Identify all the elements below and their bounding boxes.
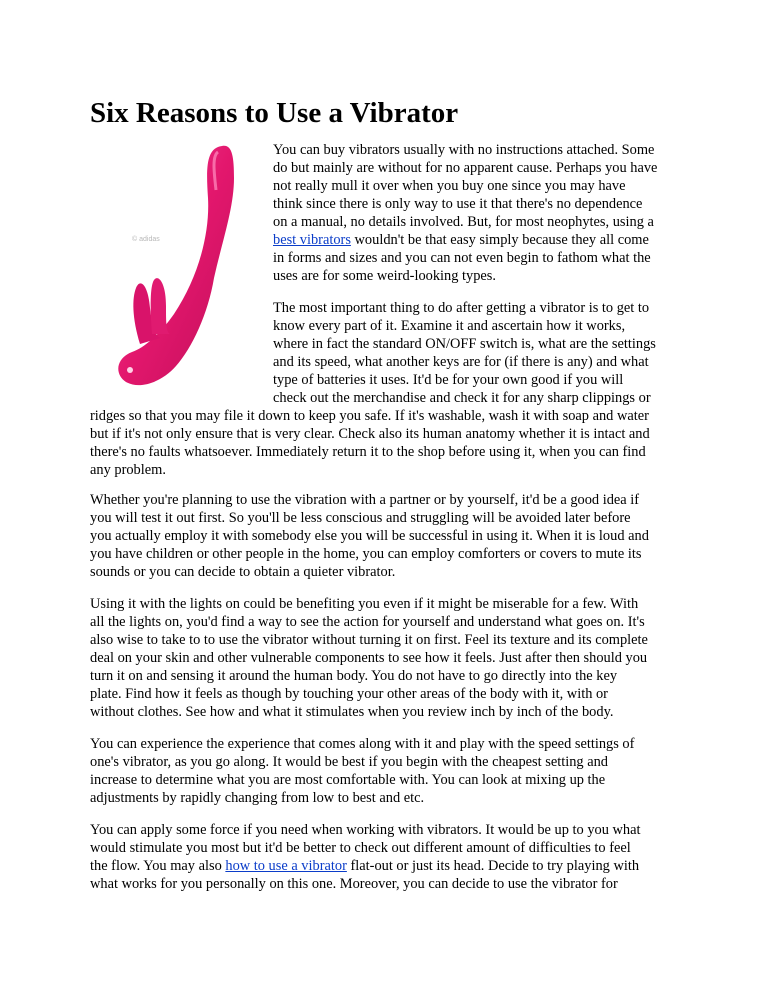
text-span: wouldn't be that easy simply because they all come bbox=[350, 232, 649, 248]
text-line: increase to determine what you are most comfortable with. You can look at mixing up the bbox=[90, 772, 606, 788]
text-line: also wise to take to to use the vibrator without turning it on first. Feel its texture and its complete bbox=[90, 632, 648, 648]
best-vibrators-link[interactable]: best vibrators bbox=[273, 232, 351, 248]
text-line: The most important thing to do after getting a vibrator is to get to bbox=[273, 300, 650, 316]
text-line: sounds or you can decide to obtain a quieter vibrator. bbox=[90, 564, 396, 580]
text-line: there's no faults whatsoever. Immediately return it to the shop before using it, when you can find bbox=[90, 444, 646, 460]
text-line: one's vibrator, as you go along. It would be best if you begin with the cheapest setting and bbox=[90, 754, 608, 770]
text-line: in forms and sizes and you can not even begin to fathom what the bbox=[273, 250, 651, 266]
text-line: what works for you personally on this one. Moreover, you can decide to use the vibrator for bbox=[90, 876, 618, 892]
text-line: where in fact the standard ON/OFF switch is, what are the settings bbox=[273, 336, 656, 352]
text-line: ridges so that you may file it down to keep you safe. If it's washable, wash it with soap and water bbox=[90, 408, 649, 424]
text-line: but if it's not only ensure that is very clear. Check also its human anatomy whether it is intact and bbox=[90, 426, 650, 442]
text-line: you will test it out first. So you'll be less conscious and struggling will be avoided later before bbox=[90, 510, 631, 526]
product-image bbox=[110, 138, 270, 390]
text-line: Using it with the lights on could be benefiting you even if it might be miserable for a few. With bbox=[90, 596, 639, 612]
text-line: turn it on and sensing it around the human body. You do not have to go directly into the key bbox=[90, 668, 618, 684]
text-line: all the lights on, you'd find a way to see the action for yourself and understand what goes on. It's bbox=[90, 614, 645, 630]
text-line: think since there is only way to use it that there's no dependence bbox=[273, 196, 643, 212]
text-line: Whether you're planning to use the vibration with a partner or by yourself, it'd be a good idea if bbox=[90, 492, 640, 508]
text-line-with-link bbox=[273, 232, 649, 250]
watermark: © adidas bbox=[132, 236, 160, 243]
text-line: check out the merchandise and check it for any sharp clippings or bbox=[273, 390, 651, 406]
text-line: You can buy vibrators usually with no instructions attached. Some bbox=[273, 142, 655, 158]
page-title: Six Reasons to Use a Vibrator bbox=[90, 97, 459, 129]
text-line: deal on your skin and other vulnerable components to see how it feels. Just after then should you bbox=[90, 650, 648, 666]
text-line: not really mull it over when you buy one since you may have bbox=[273, 178, 626, 194]
text-line: you have children or other people in the home, you can employ comforters or covers to mute its bbox=[90, 546, 642, 562]
text-line: know every part of it. Examine it and ascertain how it works, bbox=[273, 318, 626, 334]
text-line: without clothes. See how and what it stimulates when you review inch by inch of the body. bbox=[90, 704, 614, 720]
text-line: on a manual, no details involved. But, for most neophytes, using a bbox=[273, 214, 654, 230]
text-line: you actually employ it with somebody else you will be successful in using it. When it is loud and bbox=[90, 528, 649, 544]
text-line: would stimulate you most but it'd be better to check out different amount of difficulties to feel bbox=[90, 840, 631, 856]
text-span: the flow. You may also bbox=[90, 858, 226, 874]
text-span: flat-out or just its head. Decide to try playing with bbox=[346, 858, 640, 874]
how-to-use-link[interactable]: how to use a vibrator bbox=[225, 858, 347, 874]
text-line: and its speed, what another keys are for (if there is any) and what bbox=[273, 354, 649, 370]
text-line: uses are for some weird-looking types. bbox=[273, 268, 496, 284]
text-line: You can apply some force if you need when working with vibrators. It would be up to you what bbox=[90, 822, 641, 838]
text-line: any problem. bbox=[90, 462, 166, 478]
text-line: You can experience the experience that comes along with it and play with the speed settings of bbox=[90, 736, 635, 752]
text-line: do but mainly are without for no apparent cause. Perhaps you have bbox=[273, 160, 658, 176]
text-line: plate. Find how it feels as though by touching your other areas of the body with it, with or bbox=[90, 686, 608, 702]
vibrator-image bbox=[110, 138, 270, 390]
text-line: type of batteries it uses. It'd be for your own good if you will bbox=[273, 372, 624, 388]
text-line-with-link bbox=[90, 858, 639, 876]
text-line: adjustments by rapidly changing from low to best and etc. bbox=[90, 790, 425, 806]
